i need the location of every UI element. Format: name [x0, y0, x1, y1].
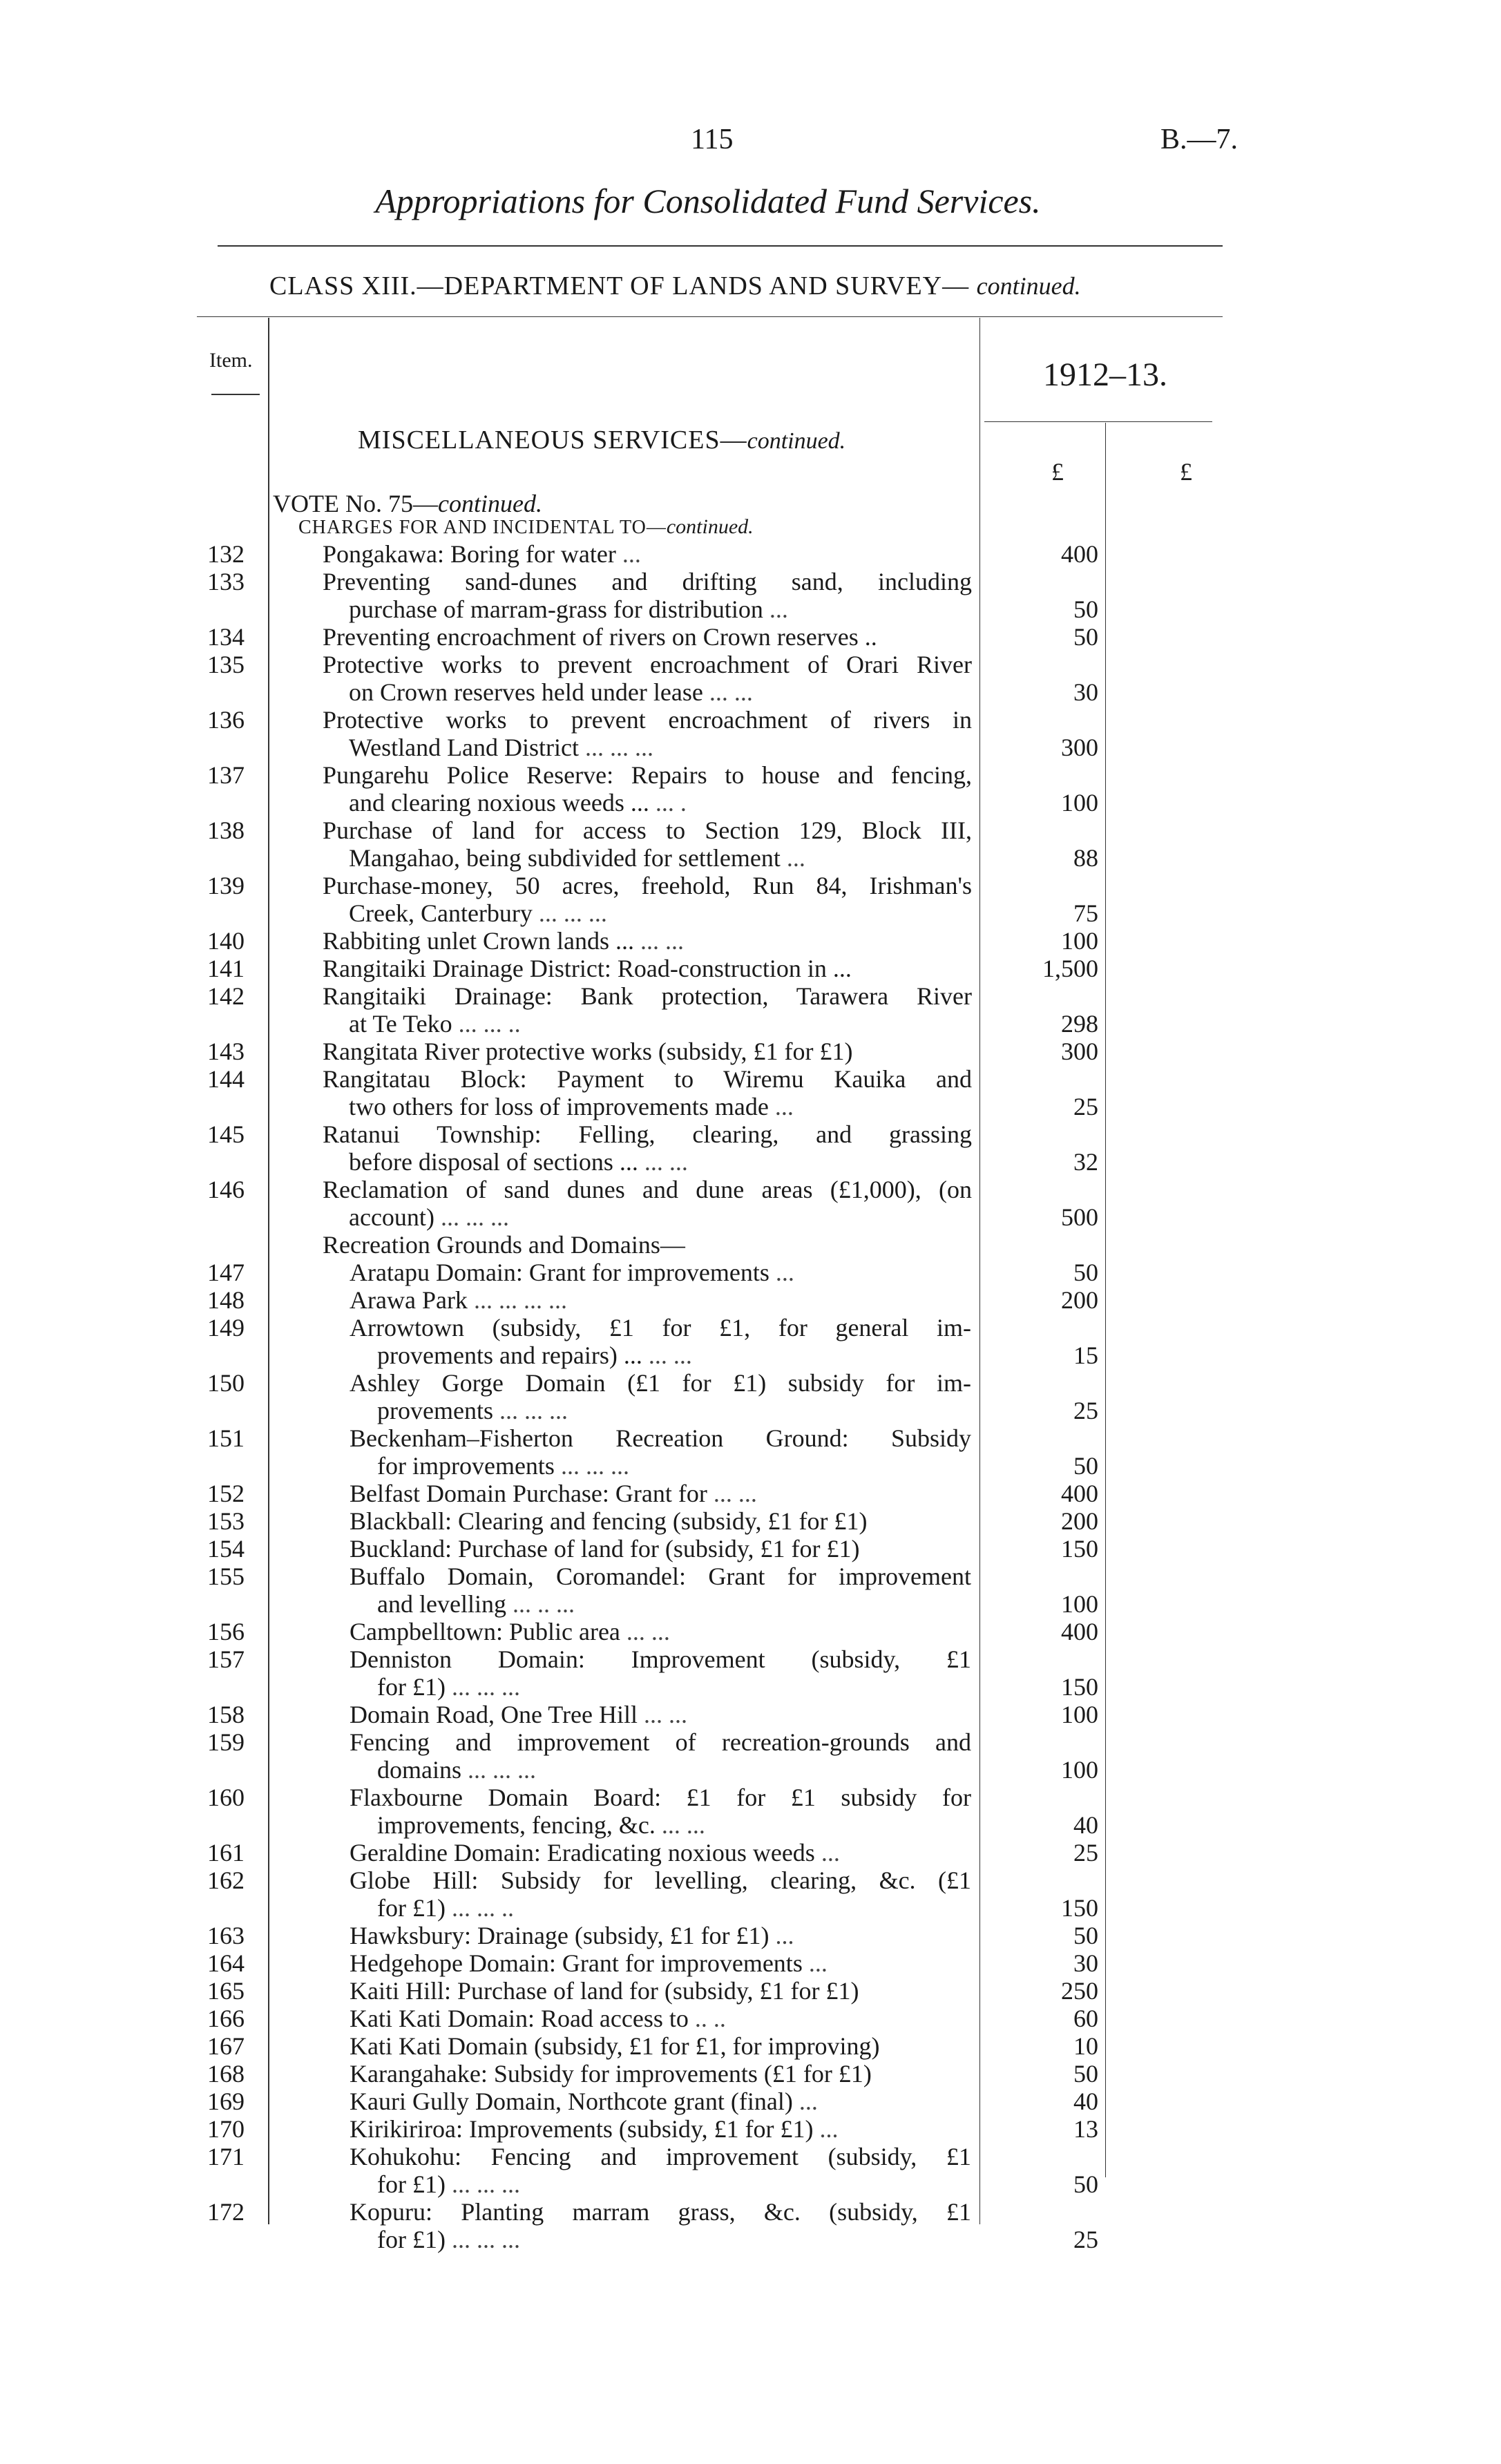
- item-description: [350, 1618, 971, 1645]
- item-description: [350, 2143, 971, 2198]
- item-description-line1-text: Hedgehope Domain: Grant for improvements: [350, 1949, 803, 1977]
- item-description-line2-text: Mangahao, being subdivided for settlement: [349, 844, 781, 872]
- item-description-line1: [350, 1535, 971, 1563]
- item-amount: 25: [1073, 1839, 1098, 1866]
- item-number: 151: [207, 1424, 245, 1452]
- item-amount: 50: [1073, 1452, 1098, 1480]
- item-description: [323, 623, 972, 651]
- item-amount: 100: [1061, 1701, 1098, 1728]
- item-description: [350, 1369, 971, 1424]
- page-number: 115: [691, 124, 734, 155]
- item-amount: 30: [1073, 678, 1098, 706]
- item-amount: 400: [1061, 540, 1098, 568]
- item-description-line2: [323, 734, 972, 761]
- item-description-line1-text: Kirikiriroa: Improvements (subsidy, £1 for £1): [350, 2115, 814, 2143]
- item-description-line2: [323, 678, 972, 706]
- item-description-line1: Protective works to prevent encroachment of Orari River: [323, 651, 972, 678]
- item-description-line1: [350, 1922, 971, 1949]
- item-description-line2-text: for £1): [377, 1894, 446, 1922]
- item-description-line2: [350, 1673, 971, 1701]
- leader-dots: ... ... ...: [440, 1203, 509, 1231]
- class-heading: [269, 271, 1081, 301]
- item-number: 165: [207, 1977, 245, 2005]
- item-description-line1: Globe Hill: Subsidy for levelling, clearing, &c. (£1: [350, 1866, 971, 1894]
- item-amount: 150: [1061, 1535, 1098, 1563]
- leader-dots: ... ...: [709, 678, 753, 706]
- page-title: Appropriations for Consolidated Fund Services.: [375, 182, 1041, 220]
- item-description-line2: [350, 1397, 971, 1424]
- item-description: [323, 1176, 972, 1231]
- item-description-line1: Rangitatau Block: Payment to Wiremu Kauika and: [323, 1065, 972, 1093]
- item-number: 169: [207, 2088, 245, 2115]
- item-description-line1-text: Belfast Domain Purchase: Grant for: [350, 1480, 707, 1507]
- item-number: 144: [207, 1065, 245, 1093]
- title-rule: [218, 245, 1223, 247]
- leader-dots: ... ...: [643, 1701, 687, 1728]
- item-description-line1-text: Buckland: Purchase of land for (subsidy, £1 for £1): [350, 1535, 860, 1563]
- leader-dots: ...: [622, 540, 641, 568]
- item-description-line1: Pungarehu Police Reserve: Repairs to house and fencing,: [323, 761, 972, 789]
- item-description-line1-text: Kaiti Hill: Purchase of land for (subsidy, £1 for £1): [350, 1977, 859, 2005]
- leader-dots: ... ... ..: [451, 1894, 514, 1922]
- item-description-line2-text: provements: [377, 1397, 493, 1424]
- item-description-line1-text: Aratapu Domain: Grant for improvements: [350, 1259, 769, 1286]
- item-number: 164: [207, 1949, 245, 1977]
- item-amount: 75: [1073, 899, 1098, 927]
- leader-dots: ... ... ...: [468, 1756, 536, 1784]
- item-description-line1: Ashley Gorge Domain (£1 for £1) subsidy for im-: [350, 1369, 971, 1397]
- item-description-line2-text: two others for loss of improvements made: [349, 1093, 769, 1120]
- item-description-line2: [323, 1203, 972, 1231]
- item-amount: 50: [1073, 595, 1098, 623]
- item-description-line1-text: Kati Kati Domain (subsidy, £1 for £1, for improving): [350, 2032, 880, 2060]
- item-description-line1: Denniston Domain: Improvement (subsidy, £1: [350, 1645, 971, 1673]
- item-number: 140: [207, 927, 245, 955]
- item-amount: 200: [1061, 1507, 1098, 1535]
- item-number: 157: [207, 1645, 245, 1673]
- item-description-line2-text: Creek, Canterbury: [349, 899, 533, 927]
- item-description: [323, 706, 972, 761]
- item-description-line1-text: Campbelltown: Public area: [350, 1618, 620, 1645]
- leader-dots: ... ... ...: [585, 734, 654, 761]
- item-description-line2-text: on Crown reserves held under lease: [349, 678, 703, 706]
- item-description-line1: [323, 623, 972, 651]
- header-rule: [197, 316, 1223, 317]
- item-description-line2: [323, 595, 972, 623]
- item-description-line1: Buffalo Domain, Coromandel: Grant for improvement: [350, 1563, 971, 1590]
- item-description: [350, 1424, 971, 1480]
- document-reference: B.—7.: [1160, 124, 1239, 155]
- item-description-line2: [350, 2226, 971, 2253]
- item-number: 155: [207, 1563, 245, 1590]
- leader-dots: ... ... ...: [499, 1397, 568, 1424]
- item-amount: 13: [1073, 2115, 1098, 2143]
- item-description-line2: [350, 1452, 971, 1480]
- pound-column-header-2: £: [1180, 458, 1192, 486]
- item-description-line1: [350, 1507, 971, 1535]
- item-description: [350, 1949, 971, 1977]
- item-description-line2-text: at Te Teko: [349, 1010, 452, 1038]
- section-heading-text: MISCELLANEOUS SERVICES—: [358, 426, 747, 455]
- item-description-line1: Purchase of land for access to Section 129, Block III,: [323, 816, 972, 844]
- item-description-line2-text: for £1): [377, 1673, 446, 1701]
- item-description-line2-text: and levelling: [377, 1590, 506, 1618]
- item-description-line1: Ratanui Township: Felling, clearing, and grassing: [323, 1120, 972, 1148]
- item-description: [323, 761, 972, 816]
- item-amount: 88: [1073, 844, 1098, 872]
- charges-label-continued: continued.: [666, 515, 754, 538]
- item-description-line1: [350, 2032, 971, 2060]
- item-description-line2-text: provements and repairs) ...: [377, 1341, 642, 1369]
- item-description-line1: [323, 955, 972, 982]
- item-amount: 10: [1073, 2032, 1098, 2060]
- item-number: 152: [207, 1480, 245, 1507]
- item-description: [350, 1259, 971, 1286]
- item-description: [350, 1563, 971, 1618]
- item-column-divider: [268, 318, 269, 2224]
- item-amount: 200: [1061, 1286, 1098, 1314]
- item-amount: 50: [1073, 623, 1098, 651]
- class-heading-text: CLASS XIII.—DEPARTMENT OF LANDS AND SURVEY—: [269, 271, 970, 300]
- leader-dots: ...: [799, 2088, 818, 2115]
- item-description: [350, 1839, 971, 1866]
- item-amount: 100: [1061, 1590, 1098, 1618]
- item-description-line2: [323, 844, 972, 872]
- item-description-line2-text: for improvements: [377, 1452, 555, 1480]
- item-description-line2-text: and clearing noxious weeds ...: [349, 789, 649, 816]
- section-heading-continued: continued.: [747, 428, 846, 454]
- item-number: 141: [207, 955, 245, 982]
- item-description-line2: [350, 1756, 971, 1784]
- item-number: 142: [207, 982, 245, 1010]
- item-amount: 50: [1073, 2170, 1098, 2198]
- item-description-line2-text: before disposal of sections ...: [349, 1148, 638, 1176]
- item-amount: 500: [1061, 1203, 1098, 1231]
- item-description: [323, 816, 972, 872]
- item-description: [323, 651, 972, 706]
- item-number: 137: [207, 761, 245, 789]
- item-description-line1: [350, 2115, 971, 2143]
- item-description-line1: [350, 1701, 971, 1728]
- class-heading-continued: continued.: [976, 272, 1081, 300]
- leader-dots: ... ...: [640, 927, 684, 955]
- item-description-line2-text: improvements, fencing, &c.: [377, 1811, 656, 1839]
- item-description: [323, 955, 972, 982]
- item-description: [350, 2005, 971, 2032]
- item-description-line1: Kopuru: Planting marram grass, &c. (subsidy, £1: [350, 2198, 971, 2226]
- item-description-line1: Preventing sand-dunes and drifting sand, including: [323, 568, 972, 595]
- item-description: [350, 2060, 971, 2088]
- leader-dots: ...: [769, 595, 788, 623]
- section-heading: [358, 425, 845, 455]
- leader-dots: ... ...: [713, 1480, 757, 1507]
- item-description: [350, 1701, 971, 1728]
- item-description-line1-text: Kauri Gully Domain, Northcote grant (final): [350, 2088, 793, 2115]
- item-description-line1-text: Blackball: Clearing and fencing (subsidy, £1 for £1): [350, 1507, 868, 1535]
- item-amount: 300: [1061, 1038, 1098, 1065]
- item-description-line1-text: Arawa Park: [350, 1286, 468, 1314]
- item-number: 153: [207, 1507, 245, 1535]
- item-number: 134: [207, 623, 245, 651]
- item-description: [350, 2032, 971, 2060]
- item-description-line2: [323, 1010, 972, 1038]
- item-number: 158: [207, 1701, 245, 1728]
- item-amount: 32: [1073, 1148, 1098, 1176]
- item-description: [350, 1866, 971, 1922]
- item-description: [350, 1784, 971, 1839]
- item-amount: 250: [1061, 1977, 1098, 2005]
- item-description-line1-text: Karangahake: Subsidy for improvements (£1 for £1): [350, 2060, 872, 2088]
- item-description-line2-text: purchase of marram-grass for distribution: [349, 595, 763, 623]
- leader-dots: ... ... ...: [451, 2170, 520, 2198]
- leader-dots: ... .. ...: [512, 1590, 575, 1618]
- item-description-line2: [350, 1894, 971, 1922]
- item-column-header: Item.: [209, 349, 253, 372]
- item-amount: 100: [1061, 789, 1098, 816]
- leader-dots: ... ... ...: [560, 1452, 629, 1480]
- item-description: [350, 1645, 971, 1701]
- item-number: 159: [207, 1728, 245, 1756]
- item-amount: 25: [1073, 1397, 1098, 1424]
- year-rule: [984, 421, 1212, 422]
- item-number: 166: [207, 2005, 245, 2032]
- leader-dots: ... .: [655, 789, 687, 816]
- item-amount: 60: [1073, 2005, 1098, 2032]
- item-description: [350, 1535, 971, 1563]
- item-amount: 40: [1073, 2088, 1098, 2115]
- leader-dots: ... ...: [626, 1618, 670, 1645]
- leader-dots: ...: [775, 1922, 794, 1949]
- item-description-line1: [350, 1839, 971, 1866]
- year-column-header: 1912–13.: [1043, 356, 1167, 393]
- item-number: 132: [207, 540, 245, 568]
- pound-column-header-1: £: [1051, 458, 1064, 486]
- item-description-line1-text: Rabbiting unlet Crown lands ...: [323, 927, 634, 955]
- item-number: 143: [207, 1038, 245, 1065]
- item-amount: 50: [1073, 2060, 1098, 2088]
- item-description-line1-text: Pongakawa: Boring for water: [323, 540, 616, 568]
- leader-dots: ... ... ... ...: [473, 1286, 567, 1314]
- item-description-line2: [350, 2170, 971, 2198]
- item-description-line1: [350, 1480, 971, 1507]
- item-number: 170: [207, 2115, 245, 2143]
- item-number: 168: [207, 2060, 245, 2088]
- item-description: [323, 568, 972, 623]
- item-description-line1: Purchase-money, 50 acres, freehold, Run 84, Irishman's: [323, 872, 972, 899]
- item-description-line1: [350, 2005, 971, 2032]
- item-description-line1: Reclamation of sand dunes and dune areas (£1,000), (on: [323, 1176, 972, 1203]
- item-description-line2: [350, 1590, 971, 1618]
- item-amount: 15: [1073, 1341, 1098, 1369]
- item-amount: 25: [1073, 1093, 1098, 1120]
- item-description-line1: [350, 2088, 971, 2115]
- item-amount: 300: [1061, 734, 1098, 761]
- item-description-line1: [323, 540, 972, 568]
- item-description-line2-text: for £1): [377, 2170, 446, 2198]
- item-number: 160: [207, 1784, 245, 1811]
- item-number: 133: [207, 568, 245, 595]
- leader-dots: ... ...: [661, 1811, 705, 1839]
- item-description: [350, 1507, 971, 1535]
- item-description: [350, 1922, 971, 1949]
- leader-dots: ... ... ..: [458, 1010, 521, 1038]
- item-description-line1: Fencing and improvement of recreation-grounds and: [350, 1728, 971, 1756]
- leader-dots: ... ...: [648, 1341, 692, 1369]
- item-description-line2-text: Westland Land District: [349, 734, 580, 761]
- item-amount: 298: [1061, 1010, 1098, 1038]
- item-number: 138: [207, 816, 245, 844]
- item-description-line2: [323, 899, 972, 927]
- item-description-line1: Beckenham–Fisherton Recreation Ground: Subsidy: [350, 1424, 971, 1452]
- item-number: 136: [207, 706, 245, 734]
- item-description-line1-text: Geraldine Domain: Eradicating noxious weeds: [350, 1839, 815, 1866]
- item-description-line1-text: Rangitaiki Drainage District: Road-construction in ...: [323, 955, 852, 982]
- vote-label-text: VOTE No. 75—: [273, 490, 438, 517]
- item-number: 135: [207, 651, 245, 678]
- item-description: [350, 1314, 971, 1369]
- item-description-line1: [350, 1977, 971, 2005]
- item-description-line1: [323, 927, 972, 955]
- item-description: [350, 2088, 971, 2115]
- leader-dots: ... ... ...: [451, 1673, 520, 1701]
- item-amount: 30: [1073, 1949, 1098, 1977]
- item-number: 146: [207, 1176, 245, 1203]
- item-description: [323, 1120, 972, 1176]
- leader-dots: ...: [775, 1259, 794, 1286]
- item-amount: 400: [1061, 1480, 1098, 1507]
- item-description-line2: [323, 1093, 972, 1120]
- item-description: [350, 1728, 971, 1784]
- item-description: [350, 2115, 971, 2143]
- item-header-underline: [211, 394, 260, 395]
- item-description-line2-text: domains: [377, 1756, 461, 1784]
- description-column-divider: [979, 318, 980, 2224]
- item-amount: 50: [1073, 1922, 1098, 1949]
- item-description-line1-text: Kati Kati Domain: Road access to: [350, 2005, 689, 2032]
- item-number: 163: [207, 1922, 245, 1949]
- item-number: 162: [207, 1866, 245, 1894]
- item-description-line1: Arrowtown (subsidy, £1 for £1, for general im-: [350, 1314, 971, 1341]
- item-amount: 40: [1073, 1811, 1098, 1839]
- item-description-line1: Rangitaiki Drainage: Bank protection, Tarawera River: [323, 982, 972, 1010]
- item-amount: 25: [1073, 2226, 1098, 2253]
- item-description-line1: [350, 1618, 971, 1645]
- leader-dots: ... ... ...: [538, 899, 607, 927]
- leader-dots: ...: [786, 844, 805, 872]
- item-description-line1: [350, 1949, 971, 1977]
- vote-label: [273, 489, 542, 518]
- item-amount: 150: [1061, 1673, 1098, 1701]
- item-description-line1: [350, 1259, 971, 1286]
- leader-dots: ...: [821, 1839, 840, 1866]
- item-description: [350, 2198, 971, 2253]
- item-number: 171: [207, 2143, 245, 2170]
- item-number: 139: [207, 872, 245, 899]
- item-description-line2: [323, 1148, 972, 1176]
- charges-label: [298, 515, 754, 539]
- item-number: 148: [207, 1286, 245, 1314]
- item-number: 150: [207, 1369, 245, 1397]
- item-description-line1-text: Hawksbury: Drainage (subsidy, £1 for £1): [350, 1922, 769, 1949]
- item-number: 156: [207, 1618, 245, 1645]
- item-number: 149: [207, 1314, 245, 1341]
- item-number: 147: [207, 1259, 245, 1286]
- item-description-line2: [350, 1341, 971, 1369]
- item-description-line1: [323, 1038, 972, 1065]
- item-amount: 150: [1061, 1894, 1098, 1922]
- item-description-line2: [323, 789, 972, 816]
- leader-dots: ... ...: [644, 1148, 688, 1176]
- item-number: 145: [207, 1120, 245, 1148]
- item-description: [323, 927, 972, 955]
- item-number: 161: [207, 1839, 245, 1866]
- leader-dots: ...: [808, 1949, 828, 1977]
- item-description-line1: Kohukohu: Fencing and improvement (subsidy, £1: [350, 2143, 971, 2170]
- item-amount: 100: [1061, 927, 1098, 955]
- item-description-line1: [350, 2060, 971, 2088]
- item-description-line1-text: Preventing encroachment of rivers on Crown reserves ..: [323, 623, 877, 651]
- item-description: [323, 872, 972, 927]
- item-amount: 100: [1061, 1756, 1098, 1784]
- item-description-line1: Flaxbourne Domain Board: £1 for £1 subsidy for: [350, 1784, 971, 1811]
- item-description: [350, 1977, 971, 2005]
- item-description-line2-text: account): [349, 1203, 434, 1231]
- item-number: 172: [207, 2198, 245, 2226]
- item-description-line1-text: Domain Road, One Tree Hill: [350, 1701, 638, 1728]
- item-description: [323, 1038, 972, 1065]
- item-description: [323, 1065, 972, 1120]
- item-description-line1-text: Rangitata River protective works (subsidy, £1 for £1): [323, 1038, 853, 1065]
- leader-dots: ...: [819, 2115, 839, 2143]
- item-description-line2: [350, 1811, 971, 1839]
- leader-dots: ... ... ...: [451, 2226, 520, 2253]
- item-amount: 50: [1073, 1259, 1098, 1286]
- item-description-line1: [350, 1286, 971, 1314]
- item-number: 167: [207, 2032, 245, 2060]
- vote-label-continued: continued.: [437, 490, 542, 517]
- item-description: [323, 540, 972, 568]
- recreation-heading: Recreation Grounds and Domains—: [323, 1231, 685, 1259]
- leader-dots: ...: [774, 1093, 794, 1120]
- item-description: [350, 1286, 971, 1314]
- item-description: [323, 982, 972, 1038]
- item-amount: 400: [1061, 1618, 1098, 1645]
- item-description: [350, 1480, 971, 1507]
- item-description-line2-text: for £1): [377, 2226, 446, 2253]
- item-description-line1: Protective works to prevent encroachment of rivers in: [323, 706, 972, 734]
- amount-column-divider: [1105, 423, 1106, 2177]
- leader-dots: .. ..: [694, 2005, 726, 2032]
- item-amount: 1,500: [1042, 955, 1098, 982]
- charges-label-text: CHARGES FOR AND INCIDENTAL TO—: [298, 517, 667, 538]
- item-number: 154: [207, 1535, 245, 1563]
